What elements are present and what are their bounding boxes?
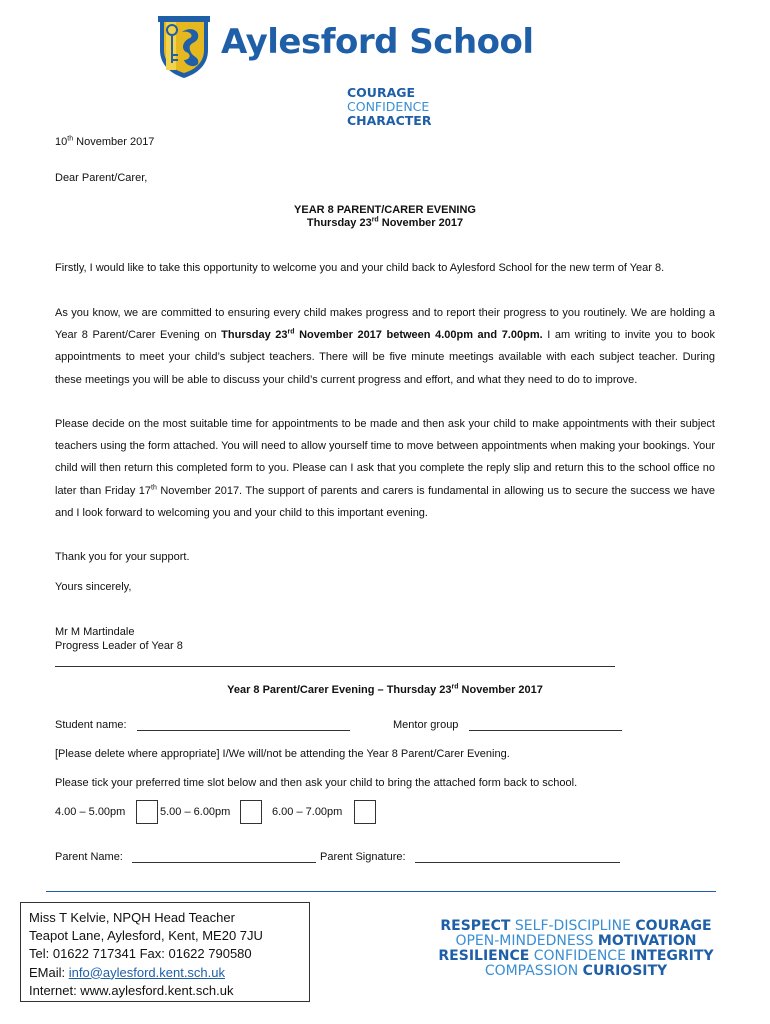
motto-line-1: COURAGE — [347, 85, 416, 100]
school-name: Aylesford School — [221, 22, 534, 62]
letter-date: 10th November 2017 — [55, 135, 155, 148]
school-motto — [347, 86, 431, 128]
reply-slip-title: Year 8 Parent/Carer Evening – Thursday 23rd November 2017 — [227, 683, 543, 696]
parent-name-field[interactable] — [132, 862, 316, 863]
letter-subtitle: Thursday 23rd November 2017 — [306, 216, 464, 229]
values-row-1: RESPECT SELF-DISCIPLINE COURAGE — [440, 918, 712, 934]
values-row-2: OPEN-MINDEDNESS MOTIVATION — [455, 933, 697, 949]
signatory-name: Mr M Martindale — [55, 626, 135, 638]
internet-line: Internet: www.aylesford.kent.sch.uk — [29, 982, 234, 998]
email-line: EMail: info@aylesford.kent.sch.uk — [29, 964, 226, 980]
mentor-group-field[interactable] — [469, 730, 622, 731]
values-row-3: RESILIENCE CONFIDENCE INTEGRITY — [438, 948, 714, 964]
parent-signature-label: Parent Signature: — [320, 851, 406, 863]
paragraph-3: Please decide on the most suitable time for appointments to be made and then ask your child to make appointments with their subject teachers using the form attached. You will need to allow yourself time to move between appointments when making your bookings. Your child will then return this completed form to you. Please can I ask that you complete the reply slip and return this to the school office no later than Friday 17th November 2017. The support of parents and carers is fundamental in allowing us to secure the success we have and I look forward to welcoming you and your child to this important evening. — [55, 418, 715, 519]
student-name-field[interactable] — [137, 730, 350, 731]
phone-line: Tel: 01622 717341 Fax: 01622 790580 — [29, 946, 252, 962]
paragraph-1: Firstly, I would like to take this opportunity to welcome you and your child back to Aylesford School for the new term of Year 8. — [55, 262, 665, 274]
motto-line-2: CONFIDENCE — [347, 99, 430, 114]
head-teacher-line: Miss T Kelvie, NPQH Head Teacher — [29, 910, 235, 925]
slot-label-3: 6.00 – 7.00pm — [272, 806, 343, 818]
footer-divider — [46, 891, 716, 892]
tear-off-line — [55, 666, 615, 667]
values-row-4: COMPASSION CURIOSITY — [484, 963, 668, 979]
attendance-statement: [Please delete where appropriate] I/We will/not be attending the Year 8 Parent/Carer Evening. — [55, 748, 510, 760]
mentor-group-label: Mentor group — [393, 719, 459, 731]
parent-name-label: Parent Name: — [55, 851, 123, 863]
contact-box — [20, 902, 310, 1002]
slot-label-1: 4.00 – 5.00pm — [55, 806, 126, 818]
slot-checkbox-1[interactable] — [136, 800, 158, 824]
school-values — [420, 919, 732, 979]
thanks-line: Thank you for your support. — [55, 551, 190, 563]
time-slot-instruction: Please tick your preferred time slot below and then ask your child to bring the attached form back to school. — [55, 777, 578, 789]
email-link[interactable]: info@aylesford.kent.sch.uk — [68, 964, 226, 980]
school-crest — [156, 14, 212, 80]
motto-line-3: CHARACTER — [347, 113, 432, 128]
salutation: Dear Parent/Carer, — [55, 172, 148, 184]
closing-line: Yours sincerely, — [55, 581, 132, 593]
slot-label-2: 5.00 – 6.00pm — [160, 806, 231, 818]
contact-text — [29, 909, 309, 1000]
signatory-role: Progress Leader of Year 8 — [55, 640, 183, 652]
paragraph-2: As you know, we are committed to ensuring every child makes progress and to report their progress to you routinely. We are holding a Year 8 Parent/Carer Evening on Thursday 23rd November 2017 between 4.00pm and 7.00pm. I am writing to invite you to book appointments to meet your child’s subject teachers. There will be five minute meetings available with each subject teacher. During these meetings you will be able to discuss your child’s current progress and effort, and what they need to do to improve. — [55, 307, 715, 386]
parent-signature-field[interactable] — [415, 862, 620, 863]
slot-checkbox-2[interactable] — [240, 800, 262, 824]
student-name-label: Student name: — [55, 719, 127, 731]
letter-title: YEAR 8 PARENT/CARER EVENING — [294, 204, 476, 216]
address-line: Teapot Lane, Aylesford, Kent, ME20 7JU — [29, 928, 263, 944]
slot-checkbox-3[interactable] — [354, 800, 376, 824]
